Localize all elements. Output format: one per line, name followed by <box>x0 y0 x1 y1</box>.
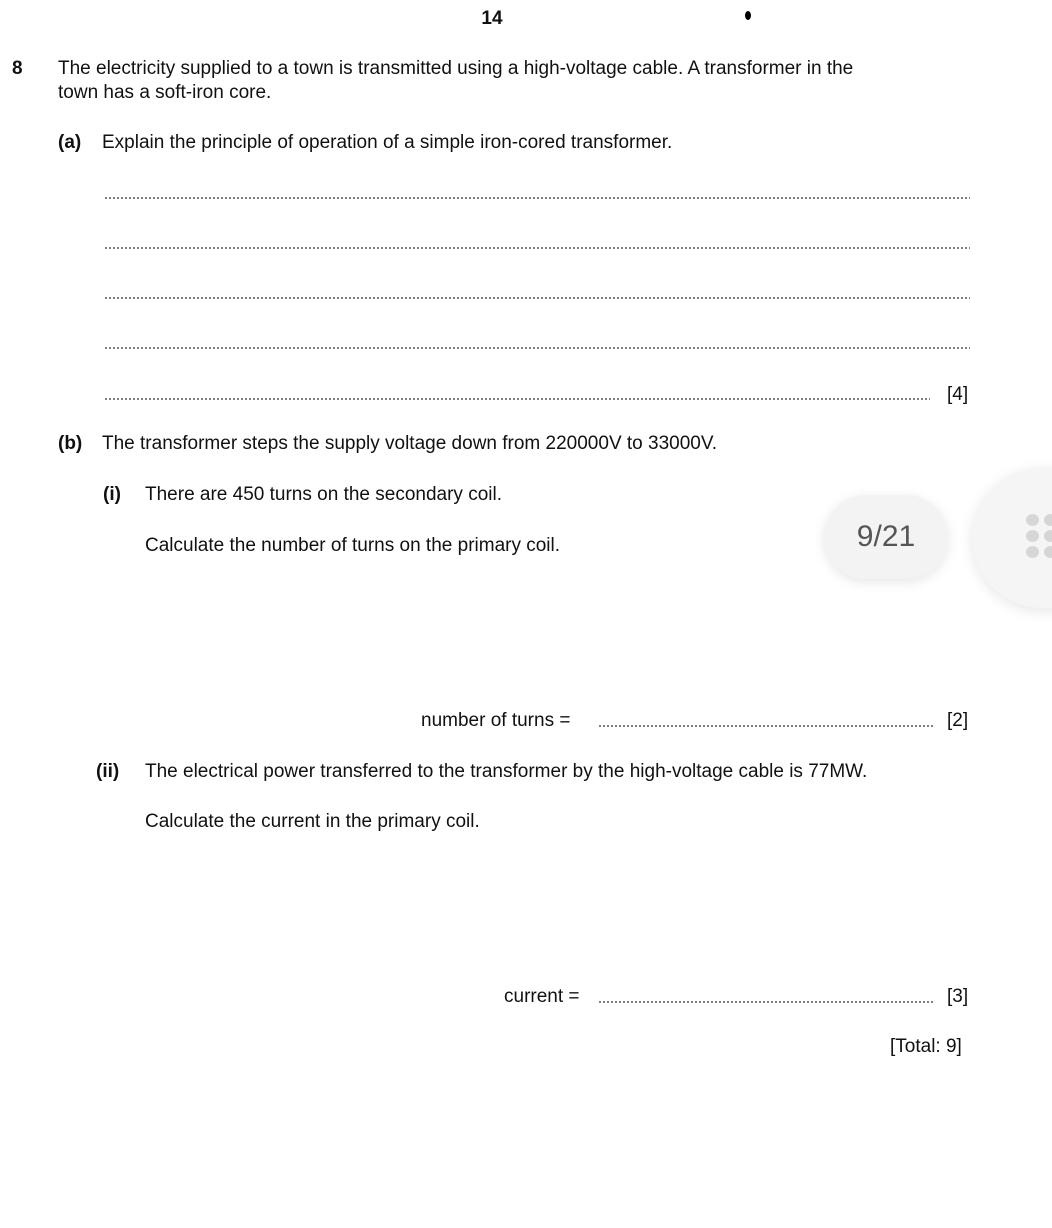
part-b-ii-instruction: Calculate the current in the primary coil. <box>145 811 480 832</box>
scan-mark <box>745 11 751 20</box>
part-b-ii-label: (ii) <box>96 761 120 782</box>
answer-line-4[interactable] <box>104 347 970 349</box>
part-b-i-label: (i) <box>103 484 121 505</box>
part-b-text: The transformer steps the supply voltage down from 220000V to 33000V. <box>102 433 718 454</box>
part-a-label: (a) <box>58 132 82 153</box>
current-answer-label: current = <box>504 986 580 1007</box>
part-b-i-marks: [2] <box>947 710 969 731</box>
question-stem <box>58 57 988 105</box>
part-b-ii-marks: [3] <box>947 986 969 1007</box>
part-b-label: (b) <box>58 433 83 454</box>
total-marks: [Total: 9] <box>890 1036 962 1057</box>
question-stem-line-1: The electricity supplied to a town is transmitted using a high-voltage cable. A transformer in the <box>58 58 854 79</box>
part-a-text: Explain the principle of operation of a simple iron-cored transformer. <box>102 132 673 153</box>
turns-answer-line[interactable] <box>598 725 934 727</box>
answer-line-2[interactable] <box>104 247 970 249</box>
question-stem-line-2: town has a soft-iron core. <box>58 82 272 103</box>
answer-line-1[interactable] <box>104 197 970 199</box>
turns-answer-label: number of turns = <box>421 710 571 731</box>
part-b-i-text: There are 450 turns on the secondary coil. <box>145 484 502 505</box>
question-number: 8 <box>12 58 23 79</box>
part-a-marks: [4] <box>947 384 969 405</box>
side-handle[interactable] <box>972 468 1052 608</box>
page-number: 14 <box>481 8 503 29</box>
current-answer-line[interactable] <box>598 1001 934 1003</box>
answer-line-3[interactable] <box>104 297 970 299</box>
page-indicator[interactable]: 9/21 <box>824 495 948 579</box>
part-b-i-instruction: Calculate the number of turns on the primary coil. <box>145 535 561 556</box>
part-b-ii-text: The electrical power transferred to the transformer by the high-voltage cable is 77MW. <box>145 761 868 782</box>
answer-line-5[interactable] <box>104 398 930 400</box>
